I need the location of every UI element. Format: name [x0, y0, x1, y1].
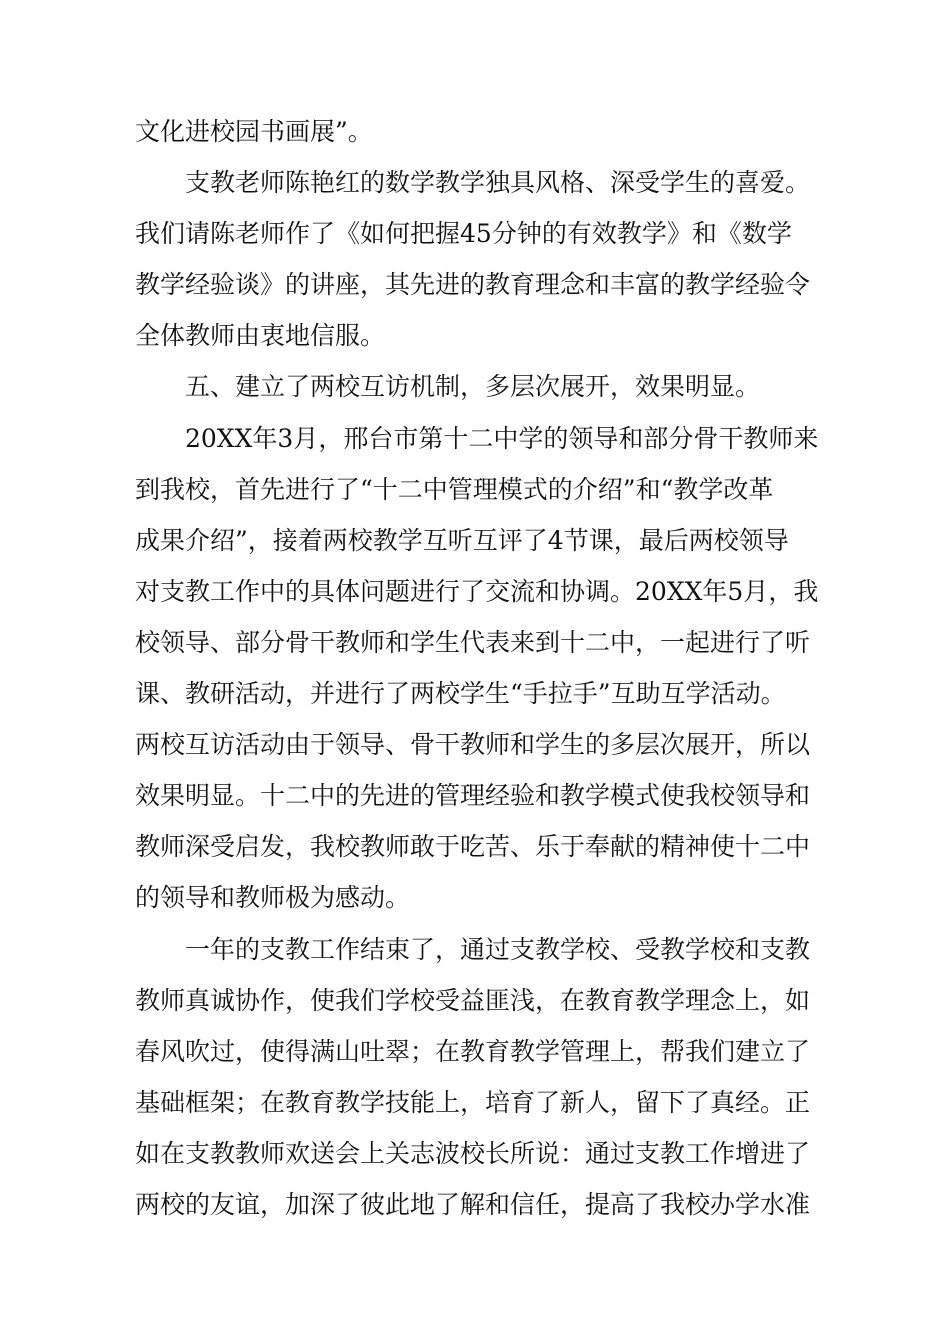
- text-line: 春风吹过，使得满山吐翠；在教育教学管理上，帮我们建立了: [135, 1036, 811, 1066]
- text-line: 教师深受启发，我校教师敢于吃苦、乐于奉献的精神使十二中: [135, 832, 811, 862]
- section-heading: 五、建立了两校互访机制，多层次展开，效果明显。: [185, 372, 761, 402]
- text-line: 教学经验谈》的讲座，其先进的教育理念和丰富的教学经验令: [135, 270, 811, 300]
- text-line: 两校互访活动由于领导、骨干教师和学生的多层次展开，所以: [135, 730, 811, 760]
- text-line: 如在支教教师欢送会上关志波校长所说：通过支教工作增进了: [135, 1138, 811, 1168]
- text-line: 课、教研活动，并进行了两校学生“手拉手”互助互学活动。: [135, 679, 786, 709]
- text-line: 文化进校园书画展”。: [135, 117, 373, 146]
- text-line: 的领导和教师极为感动。: [135, 883, 411, 913]
- text-line: 到我校，首先进行了“十二中管理模式的介绍”和“教学改革: [135, 474, 774, 504]
- text-line: 教师真诚协作，使我们学校受益匪浅，在教育教学理念上，如: [135, 985, 811, 1015]
- text-line: 成果介绍”，接着两校教学互听互评了4节课，最后两校领导: [135, 525, 789, 555]
- text-line: 效果明显。十二中的先进的管理经验和教学模式使我校领导和: [135, 781, 811, 811]
- text-line: 基础框架；在教育教学技能上，培育了新人，留下了真经。正: [135, 1087, 811, 1117]
- text-line: 一年的支教工作结束了，通过支教学校、受教学校和支教: [185, 934, 811, 964]
- text-line: 两校的友谊，加深了彼此地了解和信任，提高了我校办学水准: [135, 1189, 811, 1219]
- text-line: 支教老师陈艳红的数学教学独具风格、深受学生的喜爱。: [185, 168, 811, 198]
- document-body: [135, 106, 825, 1230]
- text-line: 对支教工作中的具体问题进行了交流和协调。20XX年5月，我: [135, 576, 819, 606]
- text-line: 校领导、部分骨干教师和学生代表来到十二中，一起进行了听: [135, 627, 811, 657]
- text-line: 我们请陈老师作了《如何把握45分钟的有效教学》和《数学: [135, 219, 792, 249]
- text-line: 20XX年3月，邢台市第十二中学的领导和部分骨干教师来: [185, 423, 819, 453]
- text-line: 全体教师由衷地信服。: [135, 321, 386, 351]
